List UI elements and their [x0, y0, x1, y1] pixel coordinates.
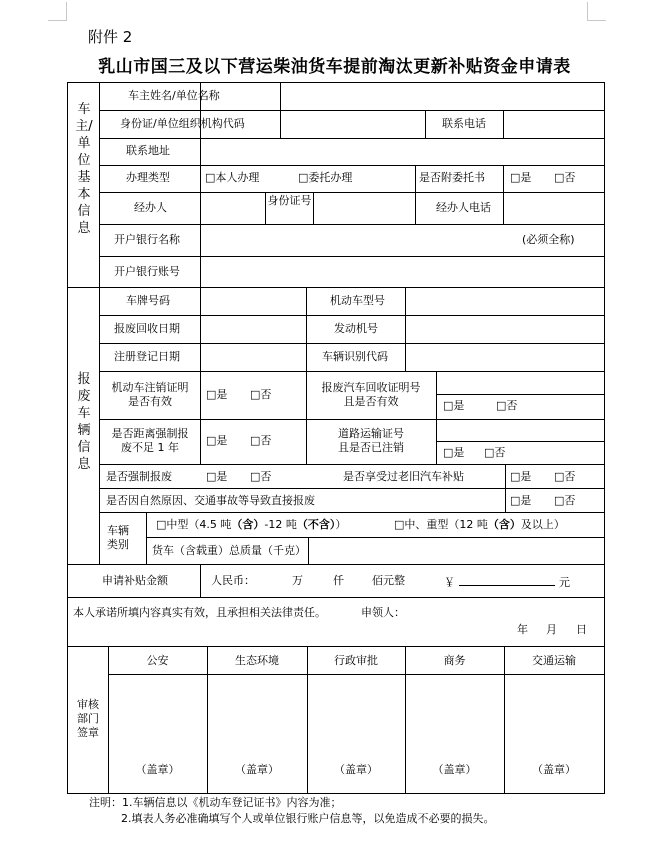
applicant-label: 申领人：	[361, 606, 405, 619]
dept-ecology: 生态环境	[235, 654, 279, 667]
table-line	[67, 793, 605, 794]
medium-excl: （不含）	[296, 518, 336, 531]
table-line	[99, 138, 605, 139]
owner-name-label: 车主姓名/单位名称	[128, 89, 220, 102]
engine-number-label: 发动机号	[334, 322, 378, 335]
id-code-label: 身份证/单位组织机构代码	[120, 117, 245, 130]
table-line	[604, 82, 605, 793]
dept-admin-approval: 行政审批	[334, 654, 378, 667]
seal-transport: （盖章）	[532, 763, 576, 776]
old-subsidy-label: 是否享受过老旧汽车补贴	[343, 470, 464, 483]
table-line	[503, 165, 504, 224]
plate-number-label: 车牌号码	[126, 294, 170, 307]
scrap-cert-yes[interactable]: □是	[443, 399, 465, 412]
full-name-required-note: (必须全称)	[522, 233, 575, 246]
medium-prefix: □中型（4.5 吨	[156, 518, 232, 531]
table-line	[67, 564, 605, 565]
yuan-label: 元	[559, 576, 570, 589]
form-title: 乳山市国三及以下营运柴油货车提前淘汰更新补贴资金申请表	[98, 57, 571, 77]
forced-scrap-line1: 是否距离强制报	[111, 427, 189, 440]
table-line	[99, 256, 605, 257]
medium-suffix: ）	[335, 518, 347, 531]
vin-label: 车辆识别代码	[322, 350, 388, 363]
transport-cert-yes[interactable]: □是	[443, 446, 465, 459]
bank-account-label: 开户银行账号	[114, 265, 180, 278]
wan-label: 万	[292, 574, 303, 587]
month-label: 月	[546, 623, 557, 636]
transport-cert-label	[306, 427, 436, 455]
review-header-text: 审核部门签章	[77, 698, 99, 739]
forced-scrap-line2: 废不足 1 年	[121, 441, 179, 454]
table-line	[99, 110, 605, 111]
table-line	[313, 192, 314, 224]
dept-commerce: 商务	[443, 654, 466, 667]
phone-label: 联系电话	[442, 117, 486, 130]
is-forced-scrap-no[interactable]: □否	[250, 470, 272, 483]
yen-amount-field[interactable]	[444, 574, 570, 590]
attach-entrust-label: 是否附委托书	[419, 171, 485, 184]
agent-phone-label: 经办人电话	[436, 201, 491, 214]
subsidy-amount-label: 申请补贴金额	[102, 574, 168, 587]
table-line	[436, 394, 605, 395]
cancel-cert-line1: 机动车注销证明	[111, 381, 189, 394]
promise-text: 本人承诺所填内容真实有效，且承担相关法律责任。	[73, 606, 326, 619]
table-line	[99, 165, 605, 166]
table-line	[200, 564, 201, 597]
table-line	[146, 537, 605, 538]
amount-underline	[459, 574, 555, 586]
table-line	[108, 674, 605, 675]
table-line	[99, 343, 605, 344]
natural-cause-label: 是否因自然原因、交通事故等导致直接报废	[106, 494, 315, 507]
vehicle-category-label	[107, 524, 129, 552]
table-line	[146, 512, 147, 564]
heavy-type-checkbox[interactable]	[394, 518, 565, 532]
table-line	[67, 597, 605, 598]
bai-label: 佰元整	[372, 574, 405, 587]
cancel-cert-line2: 是否有效	[128, 395, 172, 408]
old-subsidy-no[interactable]: □否	[554, 470, 576, 483]
review-header	[68, 698, 108, 740]
vehicle-category-line1: 车辆	[107, 524, 129, 537]
dept-public-security: 公安	[146, 654, 169, 667]
scrap-cert-line2: 且是否有效	[343, 395, 399, 408]
attach-entrust-no[interactable]: □否	[554, 171, 576, 184]
yen-symbol: ￥	[444, 576, 455, 589]
seal-admin-approval: （盖章）	[334, 763, 378, 776]
forced-scrap-no[interactable]: □否	[250, 434, 272, 447]
table-line	[200, 82, 201, 464]
scrap-cert-label	[306, 381, 436, 409]
transport-cert-line2: 且是否已注销	[338, 441, 404, 454]
self-handle-checkbox[interactable]: □本人办理	[205, 171, 260, 184]
medium-mid: -12 吨	[264, 518, 297, 531]
natural-cause-yes[interactable]: □是	[510, 494, 532, 507]
agent-id-number-label	[266, 194, 313, 208]
agent-id-number-text: 身份证号	[267, 194, 312, 207]
reg-date-label: 注册登记日期	[114, 350, 180, 363]
table-line	[425, 110, 426, 138]
address-label: 联系地址	[126, 144, 170, 157]
medium-incl: （含）	[231, 518, 265, 531]
heavy-incl: （含）	[487, 518, 521, 531]
year-label: 年	[517, 623, 528, 636]
bank-name-label: 开户银行名称	[114, 233, 180, 246]
table-line	[505, 464, 506, 512]
seal-commerce: （盖章）	[432, 763, 477, 776]
table-line	[67, 82, 68, 793]
medium-type-checkbox[interactable]	[156, 518, 346, 532]
attach-entrust-yes[interactable]: □是	[510, 171, 532, 184]
table-line	[99, 419, 605, 420]
table-line	[99, 371, 605, 372]
agent-label: 经办人	[134, 201, 167, 214]
table-line	[503, 110, 504, 138]
note-line-2: 2.填表人务必准确填写个人或单位银行账户信息等，以免造成不必要的损失。	[121, 812, 495, 825]
seal-public-security: （盖章）	[135, 763, 180, 776]
scrap-cert-no[interactable]: □否	[496, 399, 518, 412]
dept-transport: 交通运输	[532, 654, 576, 667]
scrap-cert-line1: 报废汽车回收证明号	[321, 381, 421, 394]
cancel-cert-yes[interactable]: □是	[206, 388, 228, 401]
cancel-cert-no[interactable]: □否	[250, 388, 272, 401]
heavy-prefix: □中、重型（12 吨	[394, 518, 488, 531]
qian-label: 仟	[333, 574, 344, 587]
forced-scrap-yes[interactable]: □是	[206, 434, 228, 447]
attachment-label: 附件 2	[88, 28, 133, 46]
owner-section-header: 车主/单位基本信息	[75, 102, 93, 236]
seal-ecology: （盖章）	[235, 763, 279, 776]
table-line	[67, 646, 605, 647]
table-line	[308, 537, 309, 564]
table-line	[99, 224, 605, 225]
gross-weight-label: 货车（含载重）总质量（千克）	[152, 544, 306, 557]
table-line	[99, 82, 100, 564]
handling-type-label: 办理类型	[126, 171, 170, 184]
table-line	[99, 512, 605, 513]
vehicle-model-label: 机动车型号	[330, 294, 385, 307]
forced-scrap-label	[100, 427, 200, 455]
vehicle-category-line2: 类别	[107, 538, 129, 551]
table-line	[436, 441, 605, 442]
table-line	[415, 165, 416, 224]
day-label: 日	[576, 623, 587, 636]
transport-cert-line1: 道路运输证号	[338, 427, 404, 440]
table-line	[99, 464, 605, 465]
is-forced-scrap-label: 是否强制报废	[106, 470, 172, 483]
crop-mark-top-right	[587, 2, 606, 21]
table-line	[67, 287, 605, 288]
scrap-date-label: 报废回收日期	[114, 322, 180, 335]
transport-cert-no[interactable]: □否	[484, 446, 506, 459]
natural-cause-no[interactable]: □否	[554, 494, 576, 507]
rmb-label: 人民币：	[211, 574, 255, 587]
crop-mark-top-left	[48, 2, 67, 21]
is-forced-scrap-yes[interactable]: □是	[206, 470, 228, 483]
old-subsidy-yes[interactable]: □是	[510, 470, 532, 483]
table-line	[99, 192, 605, 193]
note-line-1: 注明：1.车辆信息以《机动车登记证书》内容为准；	[89, 796, 342, 809]
cancel-cert-label	[100, 381, 200, 409]
table-line	[436, 371, 437, 464]
table-line	[99, 315, 605, 316]
table-line	[405, 287, 406, 371]
table-line	[99, 488, 605, 489]
table-line	[67, 82, 605, 83]
table-line	[280, 82, 281, 138]
vehicle-section-header: 报废车辆信息	[77, 372, 91, 472]
entrust-handle-checkbox[interactable]: □委托办理	[298, 171, 353, 184]
heavy-suffix: 及以上）	[520, 518, 565, 531]
